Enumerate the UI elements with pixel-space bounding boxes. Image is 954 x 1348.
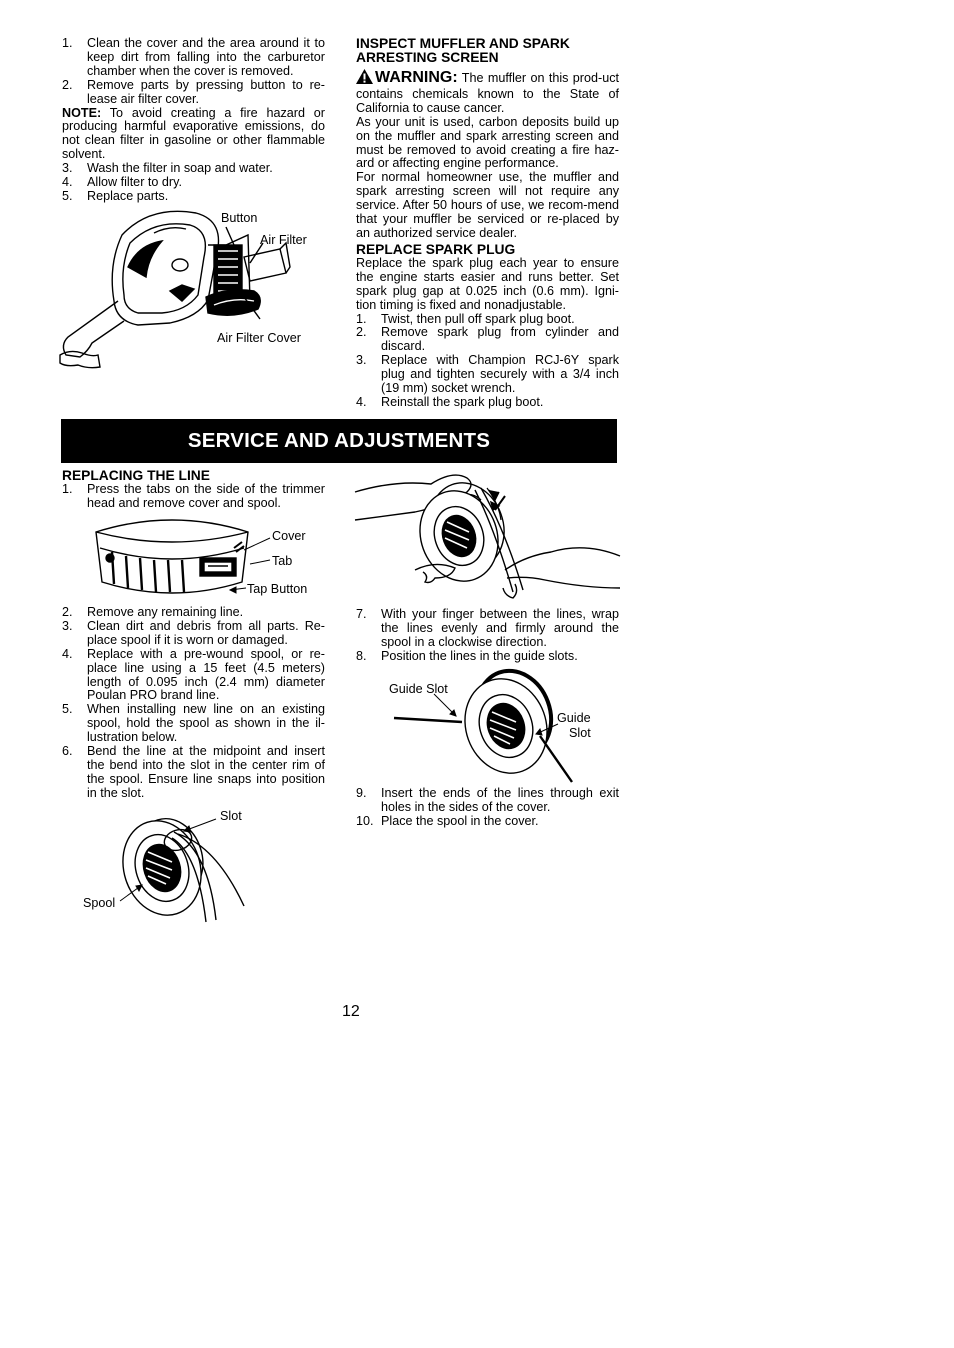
- bottom-left-steps: [62, 606, 325, 801]
- list-item: 5. Replace parts.: [62, 188, 169, 203]
- list-item: 4. Replace with a pre-wound spool, or re-place line using a 15 feet (4.5 meters) length of 0.095 inch (2.4 mm) diameter Poulan PRO brand line.: [62, 646, 325, 703]
- list-item: 9. Insert the ends of the lines through exit holes in the sides of the cover.: [356, 786, 619, 814]
- tap-button-label: Tap Button: [247, 582, 308, 596]
- list-item: 3. Replace with Champion RCJ-6Y spark plug and tighten securely with a 3/4 inch (19 mm) socket wrench.: [356, 353, 619, 396]
- bottom-right-steps-b: [356, 787, 619, 829]
- list-item: 4. Reinstall the spark plug boot.: [356, 394, 544, 409]
- air-filter-label: Air Filter: [260, 233, 307, 247]
- cover-label: Cover: [272, 529, 306, 543]
- list-item: 3. Wash the filter in soap and water.: [62, 161, 273, 176]
- tab-label: Tab: [272, 554, 293, 568]
- filter-note: NOTE: To avoid creating a fire hazard or producing harmful evaporative emissions, do not clean filter in gasoline or other flammable solvent.: [62, 105, 325, 162]
- slot-label: Slot: [220, 809, 242, 823]
- muffler-heading: INSPECT MUFFLER AND SPARK ARRESTING SCREEN: [356, 36, 570, 65]
- spool-label: Spool: [83, 896, 116, 910]
- list-item: 6. Bend the line at the midpoint and insert the bend into the slot in the center rim of the spool. Ensure line snaps into position in the slot.: [62, 744, 325, 800]
- list-item: 2. Remove any remaining line.: [62, 605, 244, 619]
- list-item: 7. With your finger between the lines, wrap the lines evenly and firmly around the spool in a clockwise direction.: [356, 607, 619, 649]
- trimmer-head-illustration: [92, 512, 252, 604]
- top-right-column: [356, 37, 619, 410]
- list-item: 4. Allow filter to dry.: [62, 175, 182, 190]
- top-left-column: [62, 37, 325, 204]
- filter-steps-a: [62, 37, 325, 107]
- list-item: 1. Press the tabs on the side of the trimmer head and remove cover and spool.: [62, 482, 325, 510]
- list-item: 1. Twist, then pull off spark plug boot.: [356, 311, 575, 326]
- filter-steps-b: [62, 162, 325, 204]
- bottom-right-steps-a: [356, 608, 619, 664]
- guide-slot-right-label-1: Guide: [557, 711, 591, 725]
- spark-plug-paragraph: Replace the spark plug each year to ensure the engine starts easier and runs better. Set spark plug gap at 0.025 inch (0.6 mm). Igni-tion timing is fixed and nonadjustable.: [356, 255, 619, 312]
- air-filter-illustration: [58, 205, 318, 370]
- guide-slot-right-label-2: Slot: [569, 726, 591, 740]
- bottom-left-column: [62, 469, 325, 511]
- list-item: 2. Remove spark plug from cylinder and discard.: [356, 325, 619, 354]
- replacing-line-step-1: [62, 483, 325, 511]
- air-filter-cover-label: Air Filter Cover: [217, 331, 301, 345]
- warning-triangle-icon: [356, 69, 373, 88]
- winding-spool-illustration: [355, 460, 620, 605]
- list-item: 10. Place the spool in the cover.: [356, 813, 539, 828]
- spark-plug-steps: [356, 313, 619, 410]
- button-label: Button: [221, 211, 258, 225]
- replacing-line-heading: REPLACING THE LINE: [62, 468, 210, 483]
- page-number: 12: [342, 1003, 360, 1020]
- list-item: 1. Clean the cover and the area around it to keep dirt from falling into the carburetor chamber when the cover is removed.: [62, 36, 325, 78]
- muffler-paragraph-2: For normal homeowner use, the muffler and spark arresting screen will not require any service. After 50 hours of use, we recom-mend that your muffler be serviced or re-placed by an authorized service dealer.: [356, 170, 619, 240]
- list-item: 5. When installing new line on an existing spool, hold the spool as shown in the il-lustration below.: [62, 702, 325, 745]
- list-item: 8. Position the lines in the guide slots.: [356, 648, 578, 663]
- muffler-paragraph-1: As your unit is used, carbon deposits build up on the muffler and spark arresting screen and must be removed to avoid creating a fire haz-ard or affecting engine performance.: [356, 114, 619, 171]
- spark-plug-heading: REPLACE SPARK PLUG: [356, 241, 516, 257]
- list-item: 2. Remove parts by pressing button to re-lease air filter cover.: [62, 77, 325, 106]
- warning-paragraph: WARNING: The muffler on this prod-uct contains chemicals known to the State of California to cause cancer.: [356, 69, 619, 115]
- guide-slot-left-label: Guide Slot: [389, 682, 448, 696]
- spool-leaders: [118, 815, 218, 905]
- list-item: 3. Clean dirt and debris from all parts. Re-place spool if it is worn or damaged.: [62, 618, 325, 647]
- section-banner: SERVICE AND ADJUSTMENTS: [61, 419, 617, 463]
